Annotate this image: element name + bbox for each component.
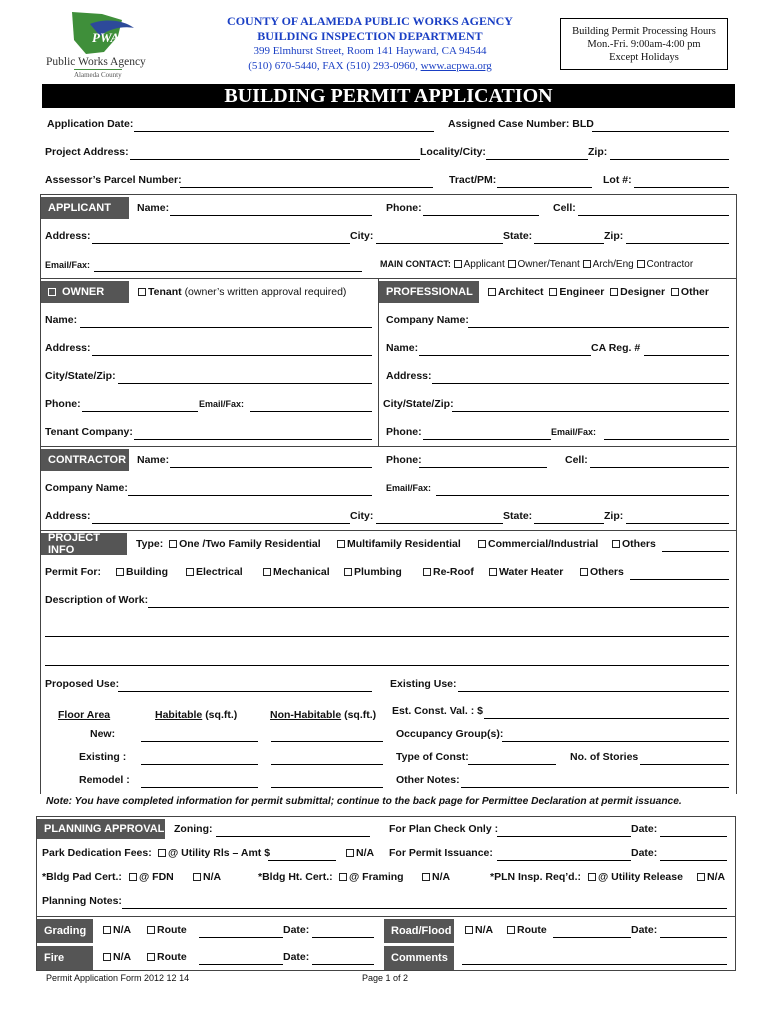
agency-phone: (510) 670-5440, FAX (510) 293-0960, — [248, 60, 421, 72]
contractor-state-field[interactable] — [534, 523, 604, 524]
prof-company-field[interactable] — [468, 327, 729, 328]
contractor-cell-field[interactable] — [590, 467, 729, 468]
label-framing-na: N/A — [432, 871, 451, 883]
checkbox-prof-other[interactable] — [671, 288, 679, 296]
label-type-commercial: Commercial/Industrial — [488, 538, 599, 550]
grading-date-field[interactable] — [312, 937, 374, 938]
contractor-email-field[interactable] — [436, 495, 729, 496]
fire-date-field[interactable] — [312, 964, 374, 965]
label-applicant-phone: Phone: — [386, 202, 422, 214]
label-permit-water-heater: Water Heater — [499, 566, 564, 578]
label-plan-check-date: Date: — [631, 823, 658, 835]
agency-header — [190, 14, 550, 74]
label-apn: Assessor’s Parcel Number: — [45, 174, 182, 186]
planning-notes-field[interactable] — [122, 908, 727, 909]
checkbox-architect[interactable] — [488, 288, 496, 296]
proposed-use-field[interactable] — [118, 691, 372, 692]
checkbox-permit-others[interactable] — [580, 568, 588, 576]
comments-header: Comments — [384, 946, 454, 970]
label-main-contact: MAIN CONTACT: — [380, 259, 451, 269]
owner-phone-field[interactable] — [82, 411, 198, 412]
applicant-city-field[interactable] — [376, 243, 503, 244]
label-fire-na: N/A — [113, 951, 132, 963]
divider — [40, 278, 737, 279]
contractor-address-field[interactable] — [92, 523, 350, 524]
zip-field[interactable] — [610, 159, 729, 160]
checkbox-owner[interactable] — [48, 288, 56, 296]
applicant-email-field[interactable] — [94, 271, 362, 272]
label-company-name: Company Name: — [386, 314, 469, 326]
project-info-header: PROJECT INFO — [41, 533, 127, 555]
utility-amount-field[interactable] — [268, 860, 336, 861]
label-careg: CA Reg. # — [591, 342, 641, 354]
label-contractor-company: Company Name: — [45, 482, 128, 494]
lot-field[interactable] — [634, 187, 729, 188]
label-prof-phone: Phone: — [386, 426, 422, 438]
checkbox-type-others[interactable] — [612, 540, 620, 548]
label-applicant-zip: Zip: — [604, 230, 624, 242]
label-grading-date: Date: — [283, 924, 310, 936]
label-permit-reroof: Re-Roof — [433, 566, 474, 578]
prof-name-field[interactable] — [419, 355, 591, 356]
label-bldg-ht: *Bldg Ht. Cert.: — [258, 871, 333, 883]
checkbox-park-na[interactable] — [346, 849, 354, 857]
label-fdn-na: N/A — [203, 871, 222, 883]
comments-field[interactable] — [462, 964, 727, 965]
label-habitable: Habitable — [155, 709, 203, 721]
logo-text: Public Works Agency — [46, 56, 146, 68]
label-applicant-cell: Cell: — [553, 202, 576, 214]
label-architect: Architect — [498, 286, 544, 298]
owner-header-label: OWNER — [62, 286, 105, 298]
label-park-fees: Park Dedication Fees: — [42, 847, 152, 859]
label-prof-csz: City/State/Zip: — [383, 398, 454, 410]
applicant-zip-field[interactable] — [626, 243, 729, 244]
label-road-na: N/A — [475, 924, 494, 936]
professional-header: PROFESSIONAL — [379, 281, 479, 303]
checkbox-utility-release[interactable] — [588, 873, 596, 881]
locality-field[interactable] — [486, 159, 588, 160]
checkbox-utility-rls[interactable] — [158, 849, 166, 857]
checkbox-framing-na[interactable] — [422, 873, 430, 881]
checkbox-contact-contractor[interactable] — [637, 260, 645, 268]
label-est-val: Est. Const. Val. : $ — [392, 705, 484, 717]
label-stories: No. of Stories — [570, 751, 639, 763]
road-date-field[interactable] — [660, 937, 727, 938]
label-type-multifamily: Multifamily Residential — [347, 538, 461, 550]
owner-address-field[interactable] — [92, 355, 372, 356]
permit-issuance-field[interactable] — [497, 860, 631, 861]
contractor-header: CONTRACTOR — [41, 449, 129, 471]
label-planning-notes: Planning Notes: — [42, 895, 122, 907]
checkbox-tenant[interactable] — [138, 288, 146, 296]
label-existing-use: Existing Use: — [390, 678, 457, 690]
other-notes-field[interactable] — [461, 787, 729, 788]
label-applicant-city: City: — [350, 230, 374, 242]
label-contractor-email: Email/Fax: — [386, 483, 432, 493]
agency-logo — [44, 10, 154, 80]
label-owner-phone: Phone: — [45, 398, 81, 410]
label-permit-mechanical: Mechanical — [273, 566, 330, 578]
remodel-nonhabitable-field[interactable] — [271, 787, 383, 788]
label-locality: Locality/City: — [420, 146, 486, 158]
agency-address: 399 Elmhurst Street, Room 141 Hayward, CA 94544 — [253, 45, 487, 57]
label-applicant-email: Email/Fax: — [45, 260, 91, 270]
checkbox-fdn-na[interactable] — [193, 873, 201, 881]
issuance-date-field[interactable] — [660, 860, 727, 861]
label-type-one-two-family: One /Two Family Residential — [179, 538, 321, 550]
label-issuance-date: Date: — [631, 847, 658, 859]
applicant-phone-field[interactable] — [423, 215, 539, 216]
new-habitable-field[interactable] — [141, 741, 258, 742]
label-nonhabitable-unit: (sq.ft.) — [344, 709, 377, 721]
project-address-field[interactable] — [130, 159, 420, 160]
label-contact-owner: Owner/Tenant — [517, 259, 580, 270]
label-project-address: Project Address: — [45, 146, 129, 158]
remodel-habitable-field[interactable] — [141, 787, 258, 788]
tract-field[interactable] — [497, 187, 592, 188]
label-description: Description of Work: — [45, 594, 149, 606]
prof-address-field[interactable] — [432, 383, 729, 384]
checkbox-permit-reroof[interactable] — [423, 568, 431, 576]
label-grading-na: N/A — [113, 924, 132, 936]
existing-nonhabitable-field[interactable] — [271, 764, 383, 765]
label-owner-csz: City/State/Zip: — [45, 370, 116, 382]
footer-form-id: Permit Application Form 2012 12 14 — [46, 973, 190, 983]
label-permit-others: Others — [590, 566, 624, 578]
owner-csz-field[interactable] — [118, 383, 372, 384]
label-road-route: Route — [517, 924, 547, 936]
label-prof-other: Other — [680, 286, 709, 298]
label-applicant-state: State: — [503, 230, 533, 242]
label-road-date: Date: — [631, 924, 658, 936]
checkbox-contact-arch[interactable] — [583, 260, 591, 268]
type-const-field[interactable] — [468, 764, 556, 765]
planning-header: PLANNING APPROVAL — [37, 819, 165, 839]
checkbox-permit-mechanical[interactable] — [263, 568, 271, 576]
label-other-notes: Other Notes: — [396, 774, 460, 786]
hours-box — [560, 18, 728, 70]
label-prof-email: Email/Fax: — [551, 427, 597, 437]
occupancy-field[interactable] — [502, 741, 729, 742]
applicant-cell-field[interactable] — [578, 215, 729, 216]
checkbox-framing[interactable] — [339, 873, 347, 881]
label-owner-address: Address: — [45, 342, 91, 354]
grading-header: Grading — [37, 919, 93, 943]
applicant-address-field[interactable] — [92, 243, 350, 244]
label-contractor-city: City: — [350, 510, 374, 522]
label-pln-insp: *PLN Insp. Req’d.: — [490, 871, 582, 883]
plan-check-date-field[interactable] — [660, 836, 727, 837]
label-fdn: @ FDN — [139, 871, 174, 883]
label-contractor-name: Name: — [137, 454, 170, 466]
description-field[interactable] — [148, 607, 729, 608]
checkbox-designer[interactable] — [610, 288, 618, 296]
agency-website-link[interactable]: www.acpwa.org — [420, 60, 492, 72]
label-park-na: N/A — [356, 847, 375, 859]
label-zip: Zip: — [588, 146, 608, 158]
label-existing: Existing : — [79, 751, 127, 763]
divider — [37, 916, 736, 917]
label-type: Type: — [136, 538, 164, 550]
owner-name-field[interactable] — [80, 327, 372, 328]
checkbox-permit-electrical[interactable] — [186, 568, 194, 576]
type-others-field[interactable] — [662, 551, 729, 552]
label-tract: Tract/PM: — [449, 174, 497, 186]
careg-field[interactable] — [644, 355, 729, 356]
divider — [40, 530, 737, 531]
application-date-field[interactable] — [134, 131, 434, 132]
owner-header — [41, 281, 129, 303]
label-owner-email: Email/Fax: — [199, 399, 245, 409]
road-flood-header: Road/Flood — [384, 919, 454, 943]
applicant-name-field[interactable] — [170, 215, 372, 216]
checkbox-permit-plumbing[interactable] — [344, 568, 352, 576]
checkbox-type-multifamily[interactable] — [337, 540, 345, 548]
zoning-field[interactable] — [216, 836, 370, 837]
label-framing: @ Framing — [349, 871, 404, 883]
divider — [378, 278, 379, 446]
applicant-state-field[interactable] — [534, 243, 604, 244]
label-contact-applicant: Applicant — [463, 259, 505, 270]
divider — [736, 194, 737, 794]
label-type-const: Type of Const: — [396, 751, 469, 763]
tenant-company-field[interactable] — [134, 439, 372, 440]
label-contractor-phone: Phone: — [386, 454, 422, 466]
label-proposed-use: Proposed Use: — [45, 678, 120, 690]
hours-note: Except Holidays — [609, 52, 679, 63]
checkbox-permit-building[interactable] — [116, 568, 124, 576]
svg-text:PWA: PWA — [92, 30, 120, 45]
label-floor-area: Floor Area — [58, 709, 111, 721]
contractor-name-field[interactable] — [170, 467, 372, 468]
contractor-city-field[interactable] — [376, 523, 503, 524]
hours-time: Mon.-Fri. 9:00am-4:00 pm — [587, 39, 701, 50]
checkbox-road-na[interactable] — [465, 926, 473, 934]
prof-phone-field[interactable] — [423, 439, 551, 440]
label-habitable-unit: (sq.ft.) — [205, 709, 238, 721]
label-utility-release: @ Utility Release — [598, 871, 683, 883]
new-nonhabitable-field[interactable] — [271, 741, 383, 742]
label-designer: Designer — [620, 286, 666, 298]
description-field-line3[interactable] — [45, 665, 729, 666]
label-application-date: Application Date: — [47, 118, 134, 130]
checkbox-contact-owner[interactable] — [508, 260, 516, 268]
label-applicant-name: Name: — [137, 202, 170, 214]
checkbox-fdn[interactable] — [129, 873, 137, 881]
checkbox-road-route[interactable] — [507, 926, 515, 934]
fire-route-field[interactable] — [199, 964, 283, 965]
label-permit-plumbing: Plumbing — [354, 566, 402, 578]
label-grading-route: Route — [157, 924, 187, 936]
label-lot: Lot #: — [603, 174, 632, 186]
contractor-company-field[interactable] — [128, 495, 372, 496]
label-case-number: Assigned Case Number: BLD — [448, 118, 594, 130]
label-permit-building: Building — [126, 566, 168, 578]
label-plan-check: For Plan Check Only : — [389, 823, 499, 835]
contractor-phone-field[interactable] — [419, 467, 547, 468]
label-engineer: Engineer — [559, 286, 605, 298]
label-zoning: Zoning: — [174, 823, 213, 835]
checkbox-release-na[interactable] — [697, 873, 705, 881]
label-release-na: N/A — [707, 871, 726, 883]
owner-email-field[interactable] — [250, 411, 372, 412]
department-name: BUILDING INSPECTION DEPARTMENT — [257, 29, 483, 43]
page-title: BUILDING PERMIT APPLICATION — [42, 84, 735, 108]
applicant-header: APPLICANT — [41, 197, 129, 219]
existing-use-field[interactable] — [458, 691, 729, 692]
checkbox-contact-applicant[interactable] — [454, 260, 462, 268]
label-permit-electrical: Electrical — [196, 566, 243, 578]
label-contact-arch: Arch/Eng — [592, 259, 634, 270]
label-permit-issuance: For Permit Issuance: — [389, 847, 493, 859]
permit-others-field[interactable] — [630, 579, 729, 580]
case-number-field[interactable] — [592, 131, 729, 132]
label-prof-name: Name: — [386, 342, 419, 354]
label-remodel: Remodel : — [79, 774, 130, 786]
est-val-field[interactable] — [484, 718, 729, 719]
label-utility-rls: @ Utility Rls – Amt $ — [168, 847, 271, 859]
label-contractor-state: State: — [503, 510, 533, 522]
submittal-note: Note: You have completed information for permit submittal; continue to the back page for Permittee Declaration at permit issuance. — [46, 796, 682, 807]
logo-subtext: Alameda County — [74, 71, 122, 79]
label-tenant-note: (owner’s written approval required) — [184, 286, 347, 298]
road-route-field[interactable] — [553, 937, 631, 938]
label-type-others: Others — [622, 538, 656, 550]
checkbox-fire-na[interactable] — [103, 953, 111, 961]
label-prof-address: Address: — [386, 370, 432, 382]
label-nonhabitable: Non-Habitable — [270, 709, 342, 721]
fire-header: Fire — [37, 946, 93, 970]
logo-icon — [44, 10, 154, 60]
label-applicant-address: Address: — [45, 230, 91, 242]
agency-name: COUNTY OF ALAMEDA PUBLIC WORKS AGENCY — [227, 14, 513, 28]
hours-title: Building Permit Processing Hours — [572, 26, 716, 37]
checkbox-engineer[interactable] — [549, 288, 557, 296]
label-owner-name: Name: — [45, 314, 78, 326]
stories-field[interactable] — [640, 764, 729, 765]
label-contact-contractor: Contractor — [646, 259, 694, 270]
checkbox-type-one-two-family[interactable] — [169, 540, 177, 548]
divider — [40, 446, 737, 447]
label-contractor-address: Address: — [45, 510, 91, 522]
label-bldg-pad: *Bldg Pad Cert.: — [42, 871, 122, 883]
divider — [40, 194, 737, 195]
label-tenant-company: Tenant Company: — [45, 426, 133, 438]
checkbox-permit-water-heater[interactable] — [489, 568, 497, 576]
label-occupancy: Occupancy Group(s): — [396, 728, 504, 740]
label-contractor-cell: Cell: — [565, 454, 588, 466]
label-new: New: — [90, 728, 116, 740]
prof-csz-field[interactable] — [452, 411, 729, 412]
label-fire-date: Date: — [283, 951, 310, 963]
checkbox-type-commercial[interactable] — [478, 540, 486, 548]
label-fire-route: Route — [157, 951, 187, 963]
plan-check-field[interactable] — [497, 836, 631, 837]
label-contractor-zip: Zip: — [604, 510, 624, 522]
label-tenant: Tenant — [148, 286, 182, 298]
prof-email-field[interactable] — [604, 439, 729, 440]
footer-page-number: Page 1 of 2 — [362, 973, 409, 983]
checkbox-grading-route[interactable] — [147, 926, 155, 934]
checkbox-grading-na[interactable] — [103, 926, 111, 934]
description-field-line2[interactable] — [45, 636, 729, 637]
contractor-zip-field[interactable] — [626, 523, 729, 524]
grading-route-field[interactable] — [199, 937, 283, 938]
checkbox-fire-route[interactable] — [147, 953, 155, 961]
existing-habitable-field[interactable] — [141, 764, 258, 765]
apn-field[interactable] — [180, 187, 433, 188]
label-permit-for: Permit For: — [45, 566, 102, 578]
